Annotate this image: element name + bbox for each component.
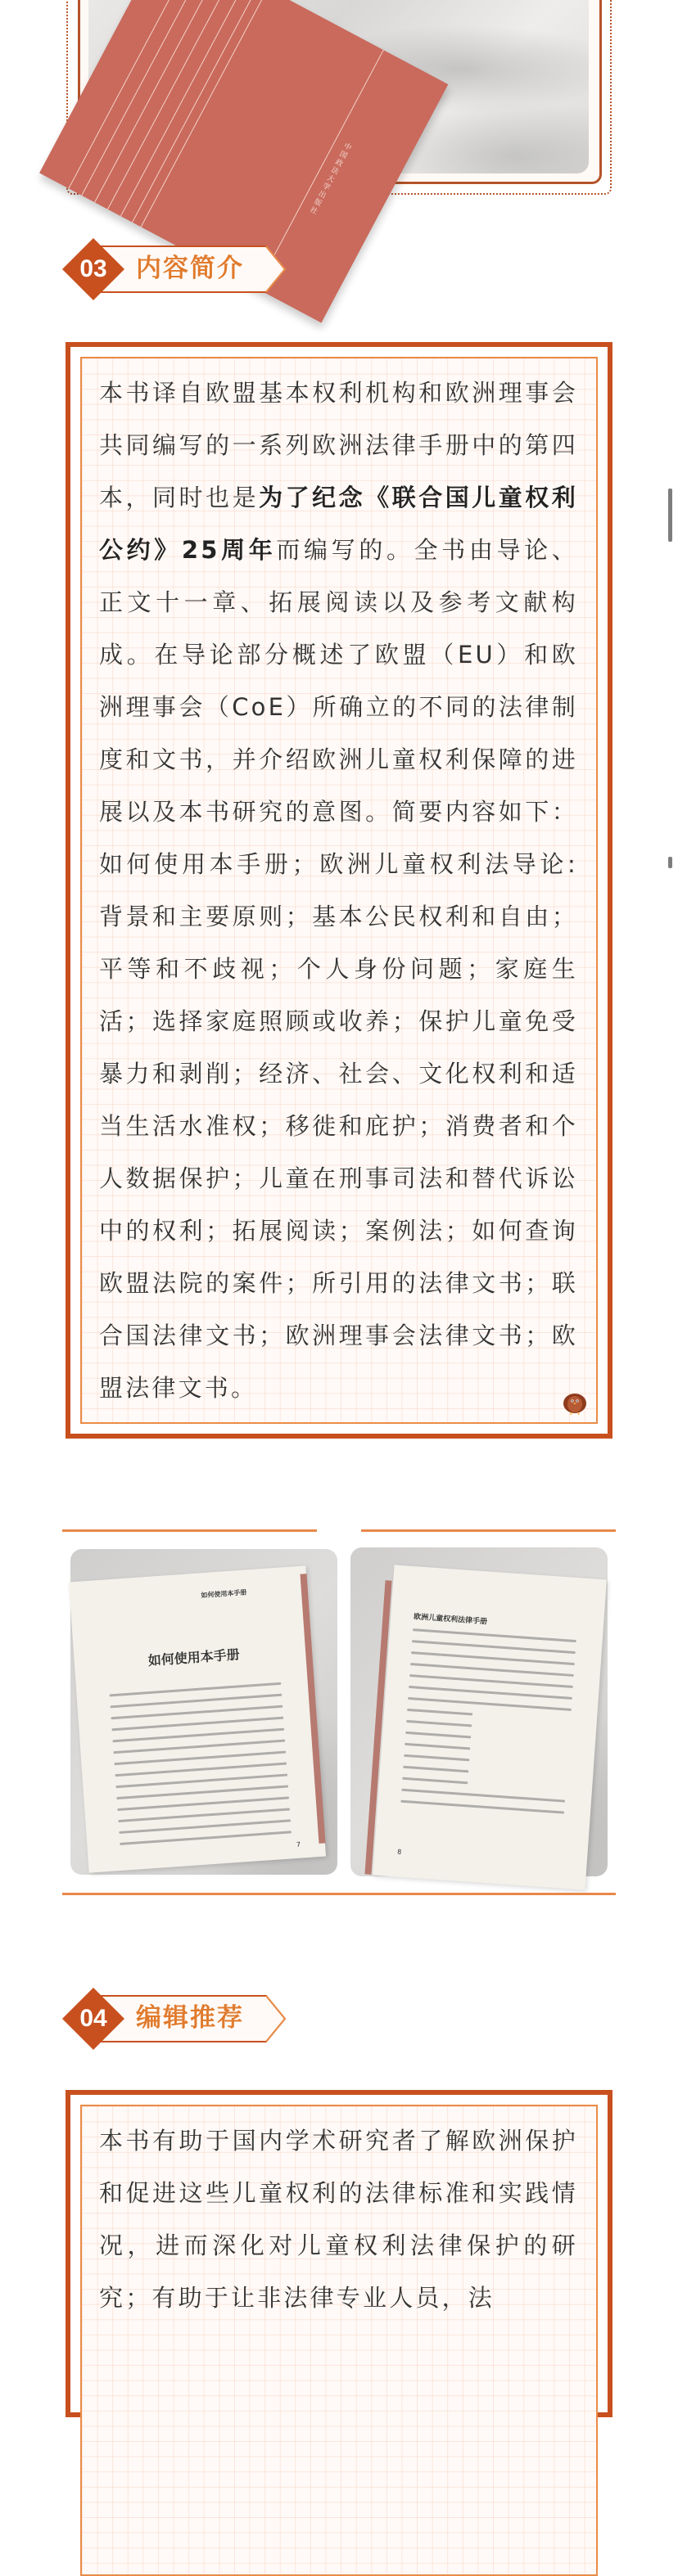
divider-line-top-right xyxy=(361,1529,616,1532)
content-summary-grid-panel xyxy=(80,357,598,1424)
book-page: 欧洲儿童权利法律手册 8 xyxy=(373,1565,607,1889)
editor-recommendation-card xyxy=(66,2090,612,2417)
book-page-photo-left xyxy=(70,1549,337,1875)
section-header-03 xyxy=(59,236,305,301)
book-publisher-text: 中国政法大学出版社 xyxy=(306,140,353,217)
scrollbar-thumb[interactable] xyxy=(668,489,672,542)
book-page-photo-right xyxy=(350,1547,608,1876)
content-summary-card xyxy=(66,342,612,1439)
page-text-lines xyxy=(400,1628,576,1822)
scrollbar-marker xyxy=(668,857,672,868)
divider-line-bottom xyxy=(62,1893,616,1895)
editor-recommendation-grid-panel xyxy=(80,2105,598,2576)
book-page: 如何使用本手册 如何使用本手册 7 xyxy=(69,1565,326,1872)
editor-recommendation-text: 本书有助于国内学术研究者了解欧洲保护和促进这些儿童权利的法律标准和实践情况，进而深化对儿童权利法律保护的研究；有助于让非法律专业人员，法 xyxy=(99,2127,578,2312)
section-number: 03 xyxy=(79,255,107,282)
section-header-04 xyxy=(59,1985,305,2051)
page-text-lines xyxy=(110,1682,292,1854)
highlight-text: 为了纪念《联合国儿童权利公约》25周年 xyxy=(99,484,578,564)
content-summary-text: 本书译自欧盟基本权利机构和欧洲理事会共同编写的一系列欧洲法律手册中的第四本，同时也是为了纪念《联合国儿童权利公约》25周年而编写的。全书由导论、正文十一章、拓展阅读以及参考文献构成。在导论部分概述了欧盟（EU）和欧洲理事会（CoE）所确立的不同的法律制度和文书，并介绍欧洲儿童权利保障的进展以及本书研究的意图。简要内容如下：如何使用本手册；欧洲儿童权利法导论: 背景和主要原则；基本公民权利和自由；平等和不歧视；个人身份问题；家庭生活；选择家庭照顾或收养；保护儿童免受暴力和剥削；经济、社会、文化权利和适当生活水准权；移徙和庇护；消费者和个人数据保护；儿童在刑事司法和替代诉讼中的权利；拓展阅读；案例法；如何查询欧盟法院的案件；所引用的法律文书；联合国法律文书；欧洲理事会法律文书；欧盟法律文书。 xyxy=(99,379,579,1402)
section-title: 编辑推荐 xyxy=(136,2003,244,2033)
book-cover-photo xyxy=(88,0,589,217)
divider-line-top-left xyxy=(62,1529,317,1532)
page-heading: 如何使用本手册 xyxy=(147,1646,241,1669)
turkey-icon xyxy=(562,1391,588,1416)
section-title: 内容简介 xyxy=(136,254,244,283)
section-number: 04 xyxy=(79,2005,107,2032)
